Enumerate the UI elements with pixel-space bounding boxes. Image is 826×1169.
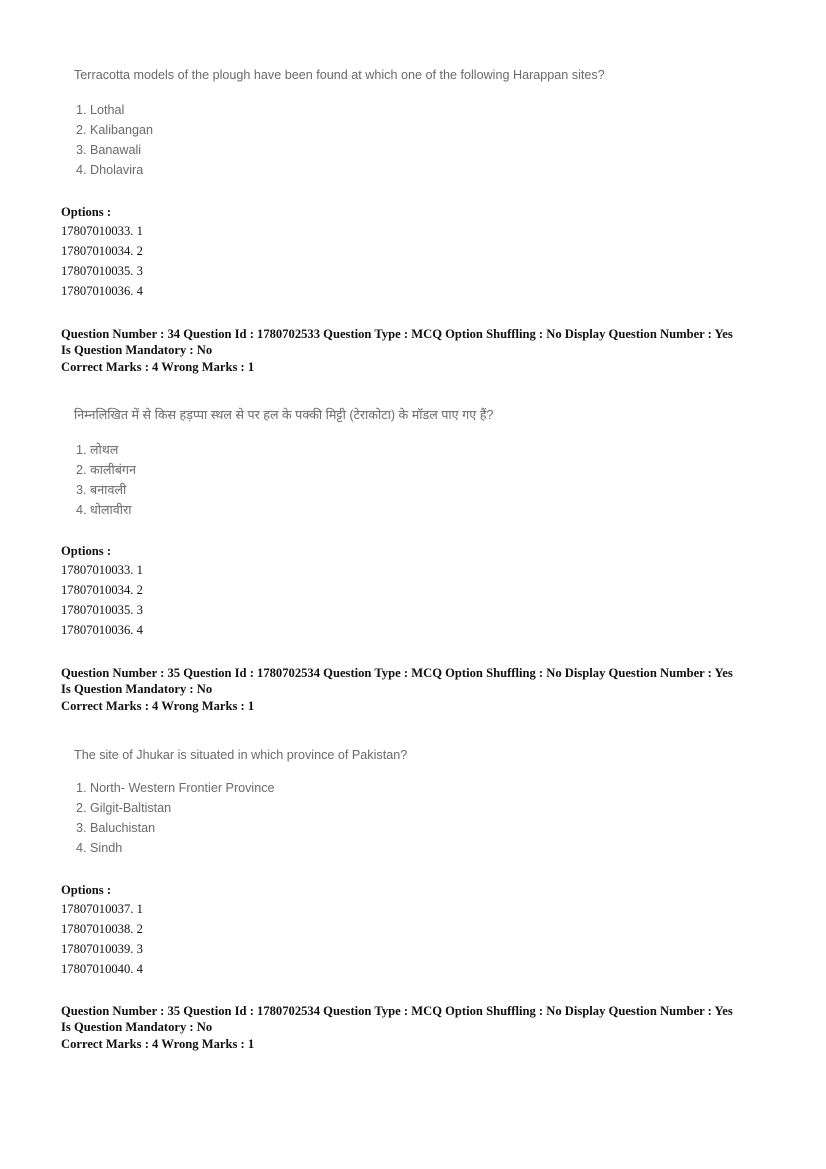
option-line: 17807010036. 4: [61, 623, 143, 637]
option-line: 17807010035. 3: [61, 264, 143, 278]
choice-4: 4. धोलावीरा: [76, 503, 132, 517]
options-label: Options :: [61, 544, 112, 558]
question-mandatory: Is Question Mandatory : No: [61, 1020, 213, 1034]
option-line: 17807010033. 1: [61, 563, 143, 577]
option-line: 17807010037. 1: [61, 902, 143, 916]
question-mandatory: Is Question Mandatory : No: [61, 682, 213, 696]
question-text: निम्नलिखित में से किस हड़प्पा स्थल से पर हल के पक्की मिट्टी (टेराकोटा) के मॉडल पाए गए हैं?: [74, 408, 494, 422]
question-meta-line: Question Number : 35 Question Id : 1780702534 Question Type : MCQ Option Shuffling : No Display Question Number : Yes: [61, 666, 733, 680]
option-line: 17807010035. 3: [61, 603, 143, 617]
choice-4: 4. Dholavira: [76, 163, 144, 177]
question-mandatory: Is Question Mandatory : No: [61, 343, 213, 357]
question-text: Terracotta models of the plough have been found at which one of the following Harappan sites?: [74, 68, 605, 82]
choice-3: 3. Baluchistan: [76, 821, 156, 835]
option-line: 17807010040. 4: [61, 962, 143, 976]
option-line: 17807010034. 2: [61, 244, 143, 258]
options-label: Options :: [61, 205, 112, 219]
option-line: 17807010038. 2: [61, 922, 143, 936]
option-line: 17807010033. 1: [61, 224, 143, 238]
options-label: Options :: [61, 883, 112, 897]
option-line: 17807010039. 3: [61, 942, 143, 956]
question-meta-line: Question Number : 35 Question Id : 1780702534 Question Type : MCQ Option Shuffling : No Display Question Number : Yes: [61, 1004, 733, 1018]
option-line: 17807010036. 4: [61, 284, 143, 298]
choice-1: 1. Lothal: [76, 103, 125, 117]
question-text: The site of Jhukar is situated in which province of Pakistan?: [74, 748, 408, 762]
question-marks: Correct Marks : 4 Wrong Marks : 1: [61, 1037, 255, 1051]
choice-4: 4. Sindh: [76, 841, 123, 855]
choice-1: 1. North- Western Frontier Province: [76, 781, 275, 795]
choice-3: 3. बनावली: [76, 483, 127, 497]
option-line: 17807010034. 2: [61, 583, 143, 597]
choice-2: 2. Gilgit-Baltistan: [76, 801, 172, 815]
choice-2: 2. Kalibangan: [76, 123, 154, 137]
question-meta-line: Question Number : 34 Question Id : 1780702533 Question Type : MCQ Option Shuffling : No Display Question Number : Yes: [61, 327, 733, 341]
choice-2: 2. कालीबंगन: [76, 463, 137, 477]
question-marks: Correct Marks : 4 Wrong Marks : 1: [61, 360, 255, 374]
question-marks: Correct Marks : 4 Wrong Marks : 1: [61, 699, 255, 713]
choice-1: 1. लोथल: [76, 443, 119, 457]
choice-3: 3. Banawali: [76, 143, 142, 157]
